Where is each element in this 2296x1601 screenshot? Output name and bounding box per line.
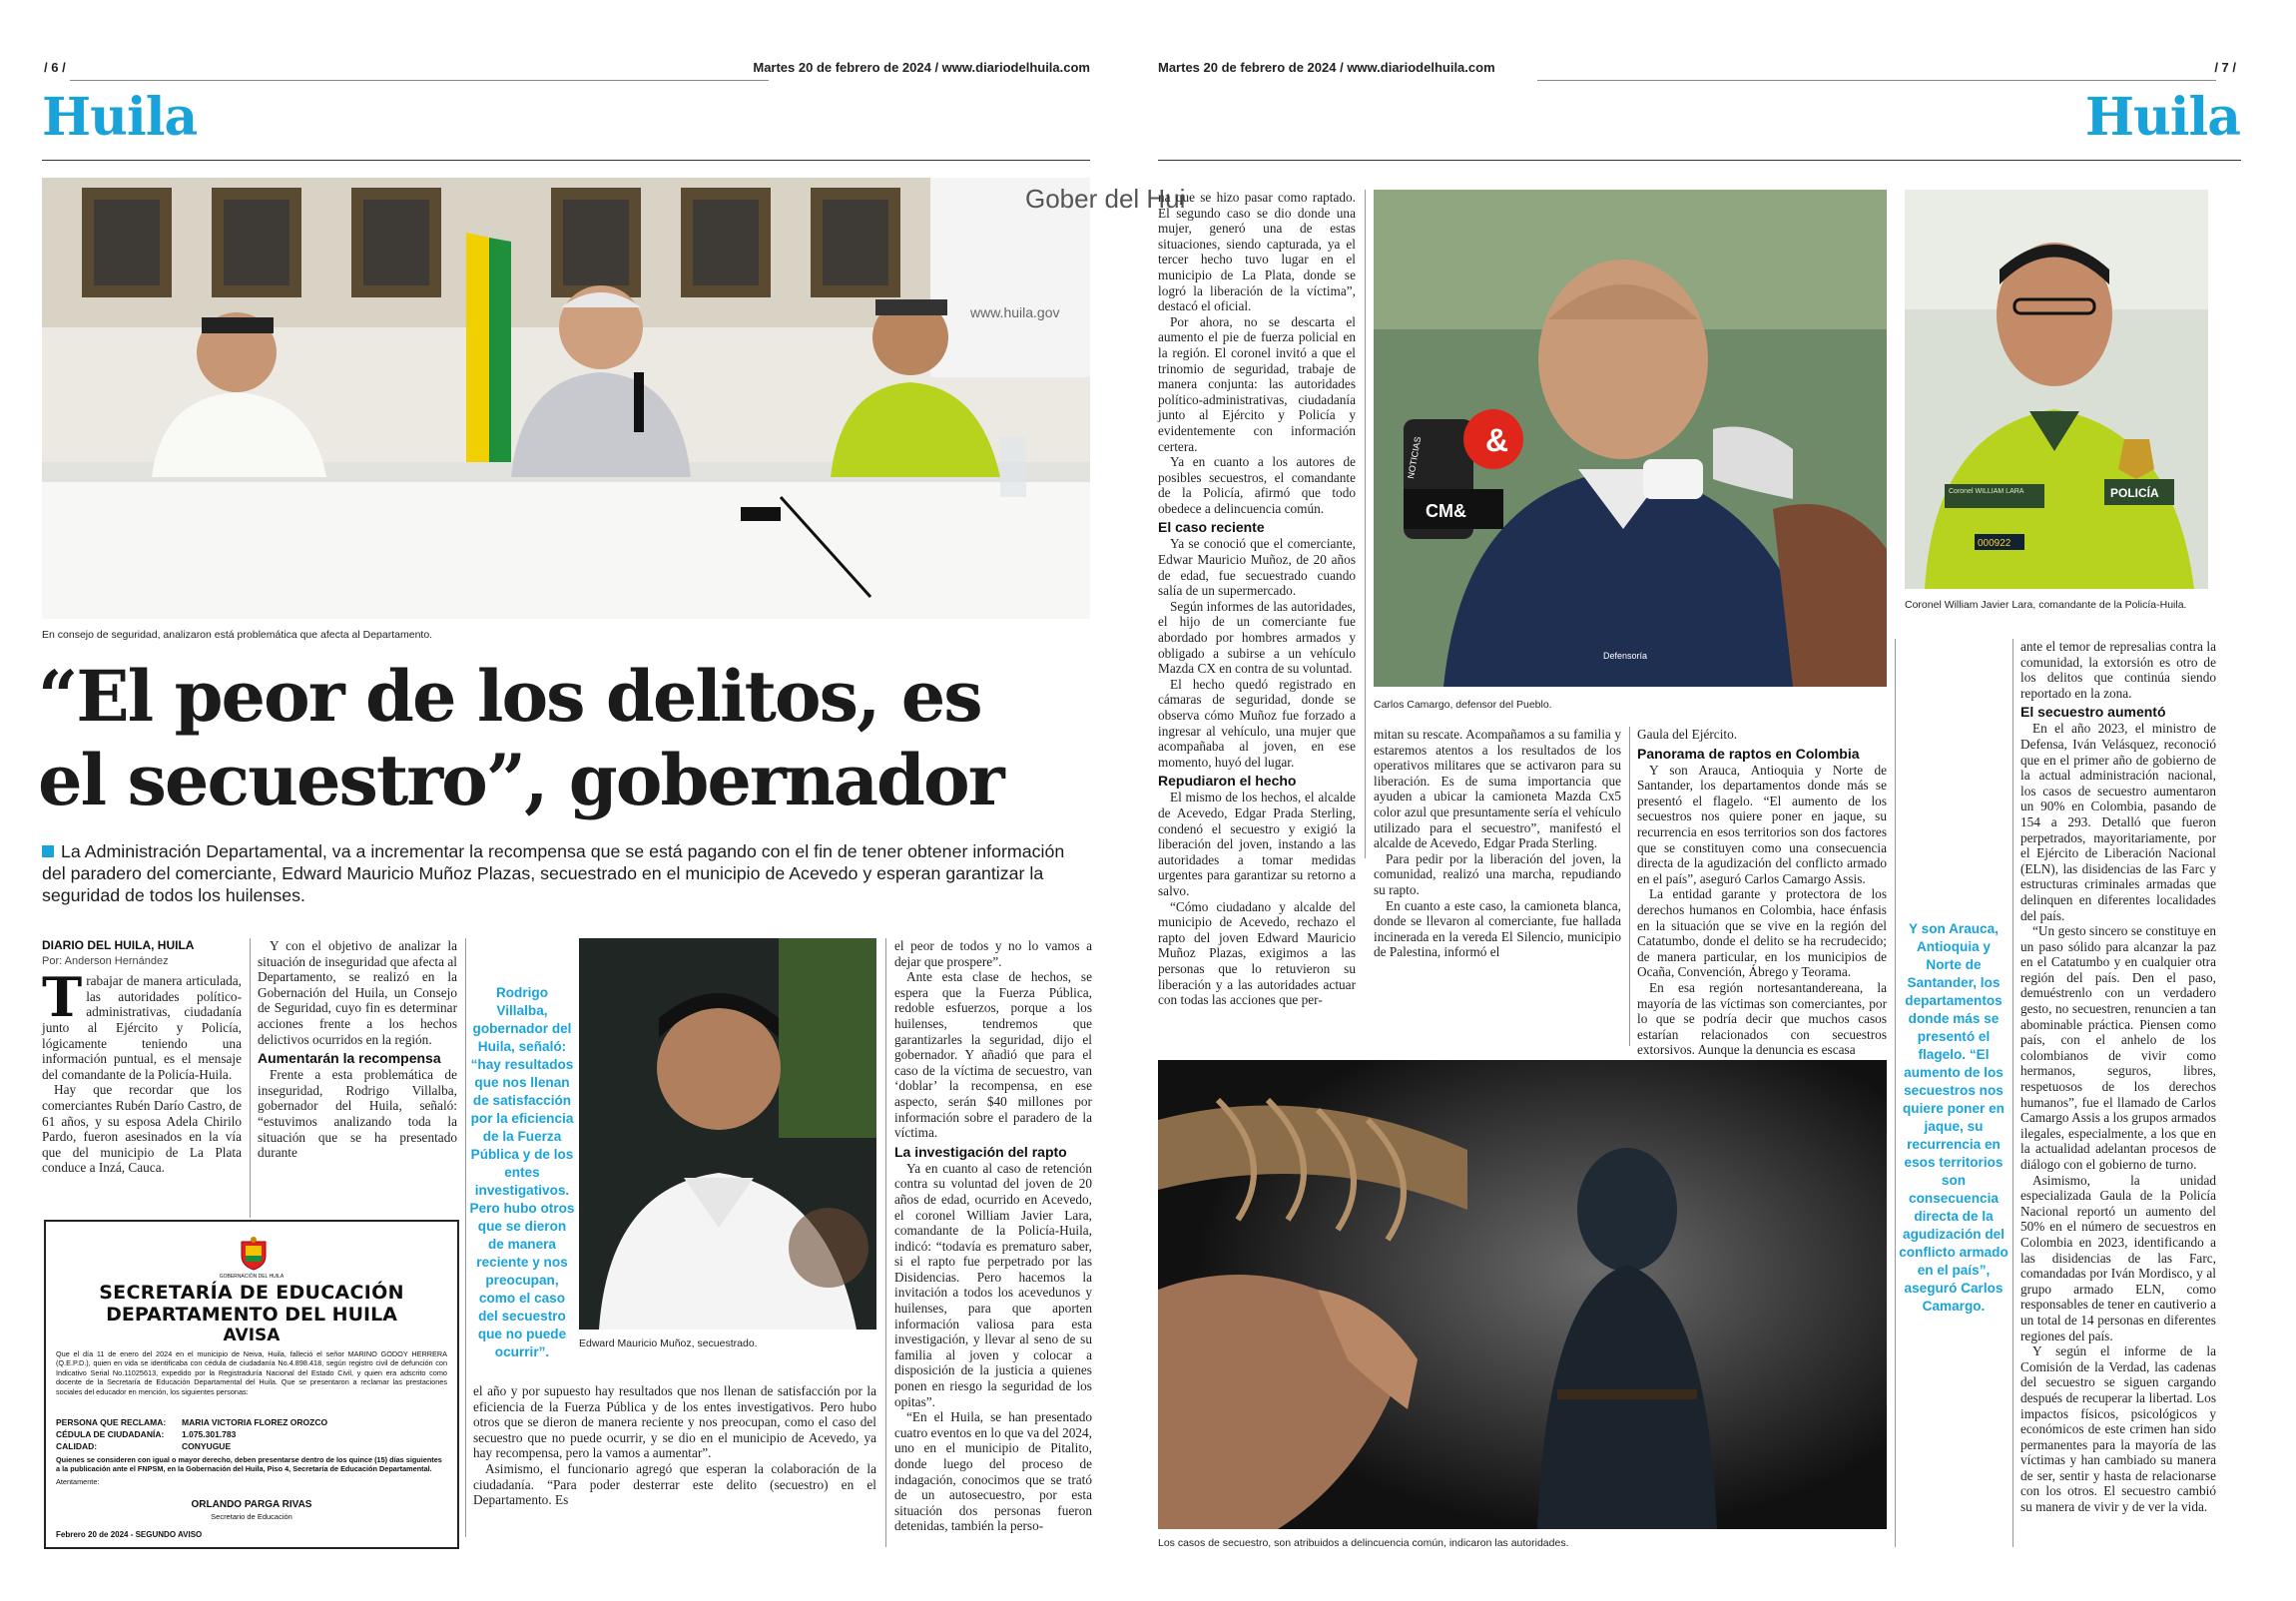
lead-paragraph	[42, 840, 1090, 906]
article-col-3-bottom: el año y por supuesto hay resultados que nos llenan de satisfacción por la eficiencia de la Fuerza Pública y de los entes investigativos. Pero hubo otros que se dieron de manera reciente y nos preocupan, como el caso del secuestro que no puede ocurrir, y se dio en el municipio de Acevedo, ya hay recompensa, pero la vamos a aumentar”. Asimismo, el funcionario agregó que esperan la colaboración de la ciudadanía. “Para poder desterrar este delito (secuestro) en el Departamento. Es	[473, 1383, 876, 1508]
avisa-signer-role: Secretario de Educación	[211, 1512, 292, 1521]
section-title: Huila	[2084, 87, 2240, 148]
column-rule	[1629, 727, 1630, 1046]
avisa-title-3: AVISA	[223, 1326, 281, 1345]
avisa-title-2: DEPARTAMENTO DEL HUILA	[106, 1304, 397, 1326]
avisa-row-status: CALIDAD: CONYUGUE	[56, 1441, 232, 1451]
coronel-lara-photo	[1905, 190, 2208, 589]
article-col-2: mitan su rescate. Acompañamos a su familia y estaremos atentos a los resultados de los operativos militares que se activaron para su liberación. Es de suma importancia que ayuden a ubicar la camioneta Mazda Cx5 color azul que presuntamente sería el vehículo utilizado para el secuestro”, manifestó el alcalde de Acevedo, Edgar Prada Sterling. Para pedir por la liberación del joven, la comunidad, realizó una marcha, repudiando su rapto. En cuanto a este caso, la camioneta blanca, donde se llevaron al comerciante, fue hallada incinerada en la vereda El Silencio, municipio de Palestina, informó el	[1374, 727, 1621, 960]
avisa-signer: ORLANDO PARGA RIVAS	[191, 1499, 312, 1510]
column-rule	[2012, 639, 2013, 1547]
camargo-caption: Carlos Camargo, defensor del Pueblo.	[1374, 699, 1552, 711]
badge-name-text: Coronel WILLIAM LARA	[1949, 488, 2024, 495]
avisa-body: Que el día 11 de enero del 2024 en el municipio de Neiva, Huila, falleció el señor MARINO GODOY HERRERA (Q.E.P.D.), quien en vida se identificaba con cédula de ciudadanía No.4.898.418, según registro civil de defunción con Indicativo Serial No.11025613, expedido por la Registraduría Nacional del Estado Civil, y quien era adscrito como docente de la Secretaría de Educación Departamental del Huila. Que se presentaron a reclamar las prestaciones sociales del educador en mención, los siguientes personas:	[56, 1349, 447, 1396]
avisa-foot: Quienes se consideren con igual o mayor derecho, deben presentarse dentro de los quince (15) días siguientes a la publicación ante el FNPSM, en la Gobernación del Huila, Piso 4, Secretaría de Educación Departamental.	[56, 1455, 442, 1474]
article-col-5: ante el temor de represalias contra la comunidad, la extorsión es otro de los delitos que continúa siendo reportado en la zona. El secuestro aumentó En el año 2023, el ministro de Defensa, Iván Velásquez, reconoció que en el primer año de gobierno de la actual administración nacional, los casos de secuestro aumentaron un 90% en Colombia, pasando de 154 a 293. Detalló que fueron perpetrados, mayoritariamente, por el Ejército de Liberación Nacional (ELN), las disidencias de las Farc y estructuras criminales armadas que delinquen en diferentes localidades del país. “Un gesto sincero se constituye en un paso sólido para alcanzar la paz en el Catatumbo y en cualquier otra región del país. Den el paso, demuéstrenlo con un verdadero gesto, no secuestren, renuncien a tan abominable práctica. Piensen como país, con el anhelo de los colombianos de vivir como hermanos, seguros, libres, respetuosos de los derechos humanos”, fue el llamado de Carlos Camargo Assis a los grupos armados ilegales, especialmente, a los que en la actualidad adelantan procesos de diálogo con el gobierno de turno. Asimismo, la unidad especializada Gaula de la Policía Nacional reportó un aumento del 50% en el número de secuestros en Colombia en 2023, identificando a las disidencias de las Farc, comandadas por Iván Mordisco, y al grupo armado ELN, como responsables de tener en cautiverio a un total de 14 personas en diferentes regiones del país. Y según el informe de la Comisión de la Verdad, las cadenas del secuestro se siguen cargando después de recuperar la libertad. Los impactos físicos, psicológicos y económicos de este crimen han sido permanentes para la mayoría de las víctimas y han cambiado su manera de ser, sentir y hasta de relacionarse con los otros. El secuestro cambió su manera de vivir y de ver la vida.	[2020, 639, 2216, 1515]
gobernacion-crest-icon	[238, 1236, 270, 1272]
section-rule	[1158, 160, 2241, 161]
page-7	[1148, 0, 2296, 1601]
page-number: / 7 /	[2214, 60, 2236, 75]
avisa-closing: Atentamente:	[56, 1477, 100, 1486]
badge-number-text: 000922	[1978, 538, 2011, 549]
column-rule	[250, 938, 251, 1218]
mic-label-noticias: NOTICIAS	[1406, 435, 1424, 480]
banner-sign-text: Gober del Hui	[1025, 184, 1186, 214]
column-rule	[1365, 190, 1366, 858]
byline: DIARIO DEL HUILA, HUILA	[42, 938, 195, 952]
mic-label-cm: CM&	[1426, 501, 1466, 521]
security-council-photo	[42, 178, 1186, 619]
header-date: Martes 20 de febrero de 2024 / www.diariodelhuila.com	[753, 60, 1090, 75]
column-rule	[465, 938, 466, 1537]
section-rule	[42, 160, 1090, 161]
article-col-4: el peor de todos y no lo vamos a dejar que prospere”. Ante esta clase de hechos, se espera que la Fuerza Pública, redoble esfuerzos, porque a los huilenses, tendremos que garantizarles la seguridad, dijo el gobernador. Y añadió que para el caso de la víctima de secuestro, van ‘doblar’ la recompensa, en ese aspecto, serán $40 millones por información sobre el paradero de la víctima. La investigación del rapto Ya en cuanto al caso de retención contra su voluntad del joven de 20 años de edad, ocurrido en Acevedo, el coronel William Javier Lara, comandante de la Policía-Huila, indicó: “todavía es prematuro saber, si el rapto fue perpetrado por las Disidencias. Pero hacemos la invitación a todos los acevedunos y huilenses, para que aporten información valiosa para esta investigación, y llevar al seno de su familia al joven y colocar a disposición de la justicia a quienes ponen en riesgo la seguridad de los opitas”. “En el Huila, se han presentado cuatro eventos en lo que va del 2024, uno en el municipio de Pitalito, donde luego del proceso de indagación, conocimos que se trató de un autosecuestro, por esta situación dos personas fueron detenidas, también la perso-	[894, 938, 1092, 1534]
header-date: Martes 20 de febrero de 2024 / www.diariodelhuila.com	[1158, 60, 1495, 75]
article-col-2: Y con el objetivo de analizar la situación de inseguridad que afecta al Departamento, se realizó en la Gobernación del Huila, un Consejo de Seguridad, cuyo fin es determinar acciones frente a los hechos delictivos ocurridos en la región. Aumentarán la recompensa Frente a esta problemática de inseguridad, Rodrigo Villalba, gobernador del Huila, señaló: “estuvimos analizando toda la situación que se ha presentado durante	[258, 938, 457, 1161]
kidnap-caption: Los casos de secuestro, son atribuidos a delincuencia común, indicaron las autoridades.	[1158, 1537, 1569, 1549]
avisa-row-person: PERSONA QUE RECLAMA: MARIA VICTORIA FLOREZ OROZCO	[56, 1417, 328, 1427]
accent-square	[42, 845, 54, 857]
avisa-office: GOBERNACIÓN DEL HUILA	[219, 1274, 285, 1280]
mic-label-amp: &	[1485, 422, 1509, 458]
header-rule	[1537, 80, 2216, 81]
edward-munoz-portrait	[579, 938, 876, 1330]
avisa-date: Febrero 20 de 2024 - SEGUNDO AVISO	[56, 1530, 203, 1539]
article-col-1: na que se hizo pasar como raptado. El segundo caso se dio donde una mujer, generó una de estas situaciones, siendo capturada, ya el tercer hecho tuvo lugar en el municipio de La Plata, donde se logró la liberación de la víctima”, destacó el oficial. Por ahora, no se descarta el aumento el pie de fuerza policial en la región. El coronel invitó a que el trinomio de seguridad, trabaje de manera conjunta: las autoridades político-administrativas, ciudadanía junto al Ejército y Policía y evidentemente con información certera. Ya en cuanto a los autores de posibles secuestros, el comandante de la Policía, afirmó que todo obedece a delincuencia común. El caso reciente Ya se conoció que el comerciante, Edwar Mauricio Muñoz, de 20 años de edad, fue secuestrado cuando salía de un supermercado. Según informes de las autoridades, el hijo de un comerciante fue abordado por hombres armados y obligado a subirse a un vehículo Mazda CX en contra de su voluntad. El hecho quedó registrado en cámaras de seguridad, donde se observa cómo Muñoz fue forzado a ingresar al vehículo, una mujer que acompañaba al joven, en ese momento, huyó del lugar. Repudiaron el hecho El mismo de los hechos, el alcalde de Acevedo, Edgar Prada Sterling, condenó el secuestro y exigió la liberación del joven, instando a las autoridades a tomar medidas urgentes para garantizar su retorno a salvo. “Cómo ciudadano y alcalde del municipio de Acevedo, rechazo el rapto del joven Edward Mauricio Muñoz Plazas, exigimos a las personas que lo retuvieron su liberación y a las autoridades actuar con todas las acciones que per-	[1158, 190, 1356, 1008]
section-title: Huila	[42, 87, 198, 148]
article-col-1: DIARIO DEL HUILA, HUILA Por: Anderson Hernández Trabajar de manera articulada, las autoridades político-administrativas, ciudadanía junto al Ejército y Policía, lógicamente teniendo una información puntual, es el mensaje del comandante de la Policía-Huila. Hay que recordar que los comerciantes Rubén Darío Castro, de 61 años, y su esposa Adela Chirilo Pardo, fueron asesinados en la vía que del municipio de La Plata conduce a Inzá, Cauca.	[42, 938, 242, 1176]
portrait-caption: Edward Mauricio Muñoz, secuestrado.	[579, 1337, 758, 1349]
page-number: / 6 /	[44, 60, 66, 75]
headline	[38, 655, 1116, 822]
carlos-camargo-photo	[1374, 190, 1887, 687]
lara-caption: Coronel William Javier Lara, comandante de la Policía-Huila.	[1905, 599, 2187, 611]
pull-quote-camargo: Y son Arauca, Antioquia y Norte de Santander, los departamentos donde más se presentó el flagelo. “El aumento de los secuestros nos quiere poner en jaque, su recurrencia en esos territorios son consecuencia directa de la agudización del conflicto armado en el país”, aseguró Carlos Camargo.	[1899, 921, 2009, 1314]
kidnapping-illustration-photo	[1158, 1060, 1887, 1529]
defensoria-logo-text: Defensoría	[1603, 651, 1648, 661]
header-rule	[70, 80, 769, 81]
pull-quote-villalba: Rodrigo Villalba, gobernador del Huila, señaló: “hay resultados que nos llenan de satisfacción por la eficiencia de la Fuerza Pública y de los entes investigativos. Pero hubo otros que se dieron de manera reciente y nos preocupan, como el caso del secuestro que no puede ocurrir”.	[469, 985, 575, 1359]
article-col-3: Gaula del Ejército. Panorama de raptos en Colombia Y son Arauca, Antioquia y Norte de Santander, los departamentos donde más se presentó el flagelo. “El aumento de los secuestros nos quiere poner en jaque, su recurrencia en esos territorios son dos factores que se constituyen como una consecuencia directa de la agudización del conflicto armado en el país”, aseguró Carlos Camargo Assis. La entidad garante y protectora de los derechos humanos en Colombia, hace énfasis en la situación que se vive en la región del Catatumbo, donde el delito se ha recrudecido; de manera particular, en los municipios de Ocaña, Convención, Ábrego y Teorama. En esa región nortesantandereana, la mayoría de las víctimas son comerciantes, por lo que se podría decir que muchos casos estarían relacionados con secuestros extorsivos. Aunque la denuncia es escasa	[1637, 727, 1887, 1058]
avisa-title-1: SECRETARÍA DE EDUCACIÓN	[99, 1282, 404, 1304]
banner-web-text: www.huila.gov	[970, 304, 1060, 320]
headline-line-2: el secuestro”, gobernador	[38, 739, 1003, 821]
badge-police-text: POLICÍA	[2110, 486, 2159, 500]
photo-caption: En consejo de seguridad, analizaron está problemática que afecta al Departamento.	[42, 629, 433, 641]
avisa-notice	[44, 1220, 459, 1549]
drop-cap: T	[42, 965, 83, 1030]
headline-line-1: “El peor de los delitos, es	[38, 655, 981, 738]
column-rule	[1895, 639, 1896, 1547]
lead-text: La Administración Departamental, va a incrementar la recompensa que se está pagando con el fin de tener obtener información del paradero del comerciante, Edward Mauricio Muñoz Plazas, secuestrado en el municipio de Acevedo y esperan garantizar la seguridad de todos los huilenses.	[42, 841, 1065, 905]
column-rule	[885, 938, 886, 1547]
byline-author: Por: Anderson Hernández	[42, 954, 169, 967]
avisa-row-id: CÉDULA DE CIUDADANÍA: 1.075.301.783	[56, 1429, 237, 1439]
